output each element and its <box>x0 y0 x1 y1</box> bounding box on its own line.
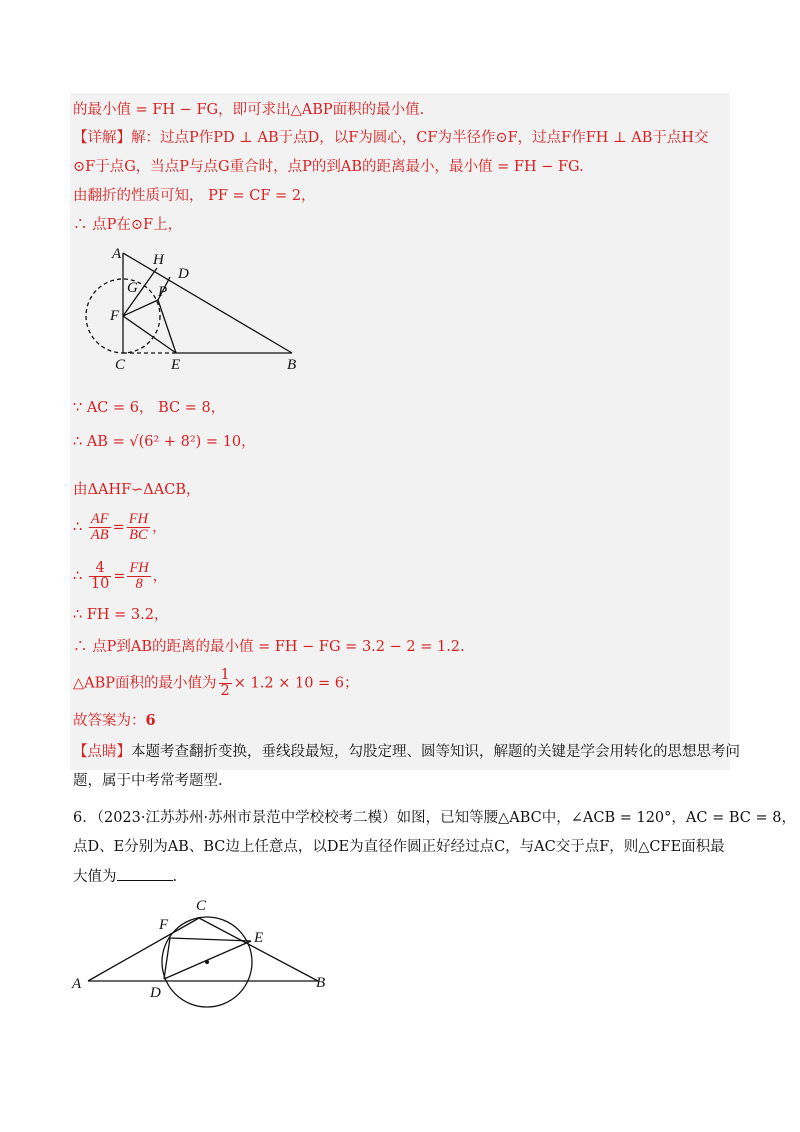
solution-line-8: 由ΔAHF∽ΔACB， <box>73 482 201 498</box>
fraction-4-10: $\frac{4}{10}$ <box>90 560 110 592</box>
label-b: B <box>287 357 297 373</box>
solution-line-4: 由翻折的性质可知， PF = CF = 2， <box>73 188 316 204</box>
detail-tag: 【详解】 <box>73 130 131 146</box>
comment-line-1 <box>73 742 740 762</box>
label-a: A <box>72 976 82 992</box>
label-g: G <box>127 280 138 296</box>
solution-line-9: ∴ $\frac{AF}{AB}$ = $\frac{FH}{BC}$ ， <box>73 511 167 543</box>
solution-line-6: ∵ AC = 6， BC = 8， <box>73 400 226 416</box>
solution-line-3: ⊙F于点G，当点P与点G重合时，点P的到AB的距离最小，最小值 = FH − FG. <box>73 159 584 175</box>
label-c: C <box>196 898 207 914</box>
problem6-line-1: 6．（2023·江苏苏州·苏州市景范中学校校考二模）如图，已知等腰△ABC中，∠ACB = 120°，AC = BC = 8， <box>73 810 796 826</box>
label-a: A <box>112 246 122 262</box>
label-h: H <box>153 252 164 268</box>
comment-text: 本题考查翻折变换，垂线段最短，勾股定理、圆等知识，解题的关键是学会用转化的思想思考问 <box>131 744 740 760</box>
solution-line-5: ∴ 点P在⊙F上， <box>73 217 183 233</box>
segment-fe <box>123 316 176 353</box>
segment-fd <box>164 938 170 979</box>
solution-line-7: ∴ AB = √(6² + 8²) = 10， <box>73 434 256 450</box>
figure-1-triangle-circle <box>70 240 310 375</box>
solution-line-1: 的最小值 = FH − FG，即可求出△ABP面积的最小值. <box>73 102 425 118</box>
label-c: C <box>115 357 126 373</box>
label-f: F <box>110 308 120 324</box>
fraction-af-ab: $\frac{AF}{AB}$ <box>90 511 109 543</box>
circle-center-dot <box>205 960 209 964</box>
comment-tag: 【点睛】 <box>73 744 131 760</box>
comment-line-2: 题，属于中考常考题型. <box>73 773 223 789</box>
segment-pe <box>158 300 176 353</box>
segment-ab <box>123 253 292 353</box>
fraction-fh-bc: $\frac{FH}{BC}$ <box>128 511 149 543</box>
problem6-line-3: 大值为 . <box>73 866 177 887</box>
label-b: B <box>316 975 326 991</box>
solution-line-13: △ABP面积的最小值为 $\frac{1}{2}$ × 1.2 × 10 = 6； <box>73 667 359 699</box>
figure-2-isosceles-circle <box>68 893 338 1008</box>
label-e: E <box>254 930 264 946</box>
label-e: E <box>171 357 181 373</box>
fraction-1-2: $\frac{1}{2}$ <box>220 667 230 699</box>
segment-cb <box>199 918 318 981</box>
label-d: D <box>150 985 161 1001</box>
solution-line-10: ∴ $\frac{4}{10}$ = $\frac{FH}{8}$ ， <box>73 560 168 592</box>
answer-value: 6 <box>145 712 156 729</box>
label-p: P <box>158 284 168 300</box>
label-d: D <box>178 266 189 282</box>
solution-line-12: ∴ 点P到AB的距离的最小值 = FH − FG = 3.2 − 2 = 1.2. <box>73 639 465 655</box>
answer-blank <box>117 866 173 881</box>
problem6-line-2: 点D、E分别为AB、BC边上任意点，以DE为直径作圆正好经过点C，与AC交于点F，则△CFE面积最 <box>73 839 725 855</box>
label-f: F <box>159 917 169 933</box>
detail-text: 解：过点P作PD ⊥ AB于点D，以F为圆心，CF为半径作⊙F，过点F作FH ⊥ AB于点H交 <box>131 130 709 146</box>
solution-line-2 <box>73 128 709 148</box>
answer-line <box>73 711 156 731</box>
solution-line-11: ∴ FH = 3.2， <box>73 607 169 623</box>
fraction-fh-8: $\frac{FH}{8}$ <box>129 560 149 592</box>
segment-de <box>164 941 251 979</box>
answer-label: 故答案为： <box>73 713 146 729</box>
